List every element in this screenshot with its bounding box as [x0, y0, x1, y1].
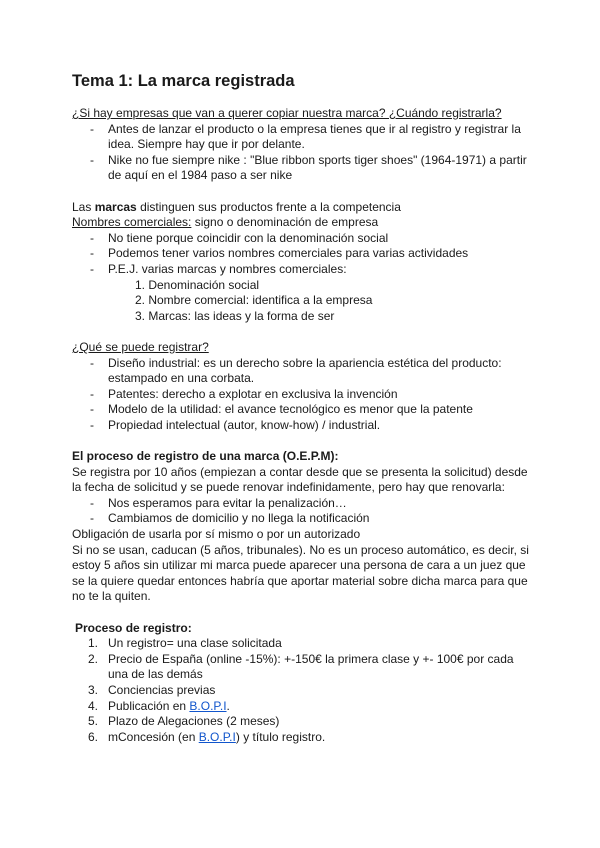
marcas-bold: marcas: [94, 199, 137, 214]
list-item: - Modelo de la utilidad: el avance tecnológico es menor que la patente: [72, 402, 532, 418]
list-item: - Nike no fue siempre nike : "Blue ribbon sports tiger shoes" (1964-1971) a partir de aquí en el 1984 paso a ser nike: [72, 153, 532, 184]
section5-heading: Proceso de registro:: [75, 620, 192, 635]
list-item: 4. Publicación en B.O.P.I.: [88, 698, 230, 713]
list-item: 1. Un registro= una clase solicitada: [88, 636, 282, 651]
list-item: 6. mConcesión (en B.O.P.I) y título registro.: [88, 729, 326, 744]
sublist-item: 1. Denominación social: [135, 277, 260, 292]
marcas-line: Las marcas distinguen sus productos frente a la competencia: [72, 199, 401, 214]
section4-list: [72, 496, 532, 527]
section4-paragraph2: Si no se usan, caducan (5 años, tribunales). No es un proceso automático, es decir, si estoy 5 años sin utilizar mi marca puede aparecer una persona de cara a un juez que se la quiere quedar entonces habría que aportar material sobre dicha marca para que no te la quiten.: [72, 542, 529, 604]
list-item: - Diseño industrial: es un derecho sobre la apariencia estética del producto: estampado en una corbata.: [72, 356, 532, 387]
list-item: - Cambiamos de domicilio y no llega la notificación: [72, 511, 532, 527]
list-item: 3. Conciencias previas: [88, 682, 216, 697]
list-item: - Antes de lanzar el producto o la empresa tienes que ir al registro y registrar la idea. Siempre hay que ir por delante.: [72, 122, 532, 153]
bopi-link[interactable]: B.O.P.I: [189, 698, 227, 713]
list-item: 5. Plazo de Alegaciones (2 meses): [88, 714, 280, 729]
list-item: - P.E.J. varias marcas y nombres comerciales:: [72, 262, 532, 278]
list-item: - No tiene porque coincidir con la denominación social: [72, 231, 532, 247]
list-item: - Patentes: derecho a explotar en exclusiva la invención: [72, 387, 532, 403]
sublist-item: 3. Marcas: las ideas y la forma de ser: [135, 308, 335, 323]
nombres-comerciales-line: Nombres comerciales: signo o denominación de empresa: [72, 215, 379, 230]
list-item: - Propiedad intelectual (autor, know-how) / industrial.: [72, 418, 532, 434]
section1-question: ¿Si hay empresas que van a querer copiar nuestra marca? ¿Cuándo registrarla?: [72, 106, 502, 120]
list-item: - Podemos tener varios nombres comerciales para varias actividades: [72, 246, 532, 262]
list-item: 2. Precio de España (online -15%): +-150€ la primera clase y +- 100€ por cada una de las demás: [88, 651, 514, 682]
document-title: Tema 1: La marca registrada: [72, 72, 295, 90]
section4-heading: El proceso de registro de una marca (O.E.P.M):: [72, 449, 339, 464]
section2-sublist: [72, 278, 532, 325]
section3-question: ¿Qué se puede registrar?: [72, 339, 209, 354]
list-item: - Nos esperamos para evitar la penalización…: [72, 496, 532, 512]
document-content: [72, 70, 532, 745]
section2-list: [72, 231, 532, 278]
section4-paragraph: Se registra por 10 años (empiezan a contar desde que se presenta la solicitud) desde la fecha de solicitud y se puede renovar indefinidamente, pero hay que renovarla:: [72, 464, 528, 495]
sublist-item: 2. Nombre comercial: identifica a la empresa: [135, 293, 373, 308]
section1-list: [72, 122, 532, 184]
obligacion-line: Obligación de usarla por sí mismo o por un autorizado: [72, 527, 361, 542]
registro-steps-list: [72, 636, 532, 745]
bopi-link[interactable]: B.O.P.I: [198, 729, 236, 744]
section3-list: [72, 356, 532, 434]
